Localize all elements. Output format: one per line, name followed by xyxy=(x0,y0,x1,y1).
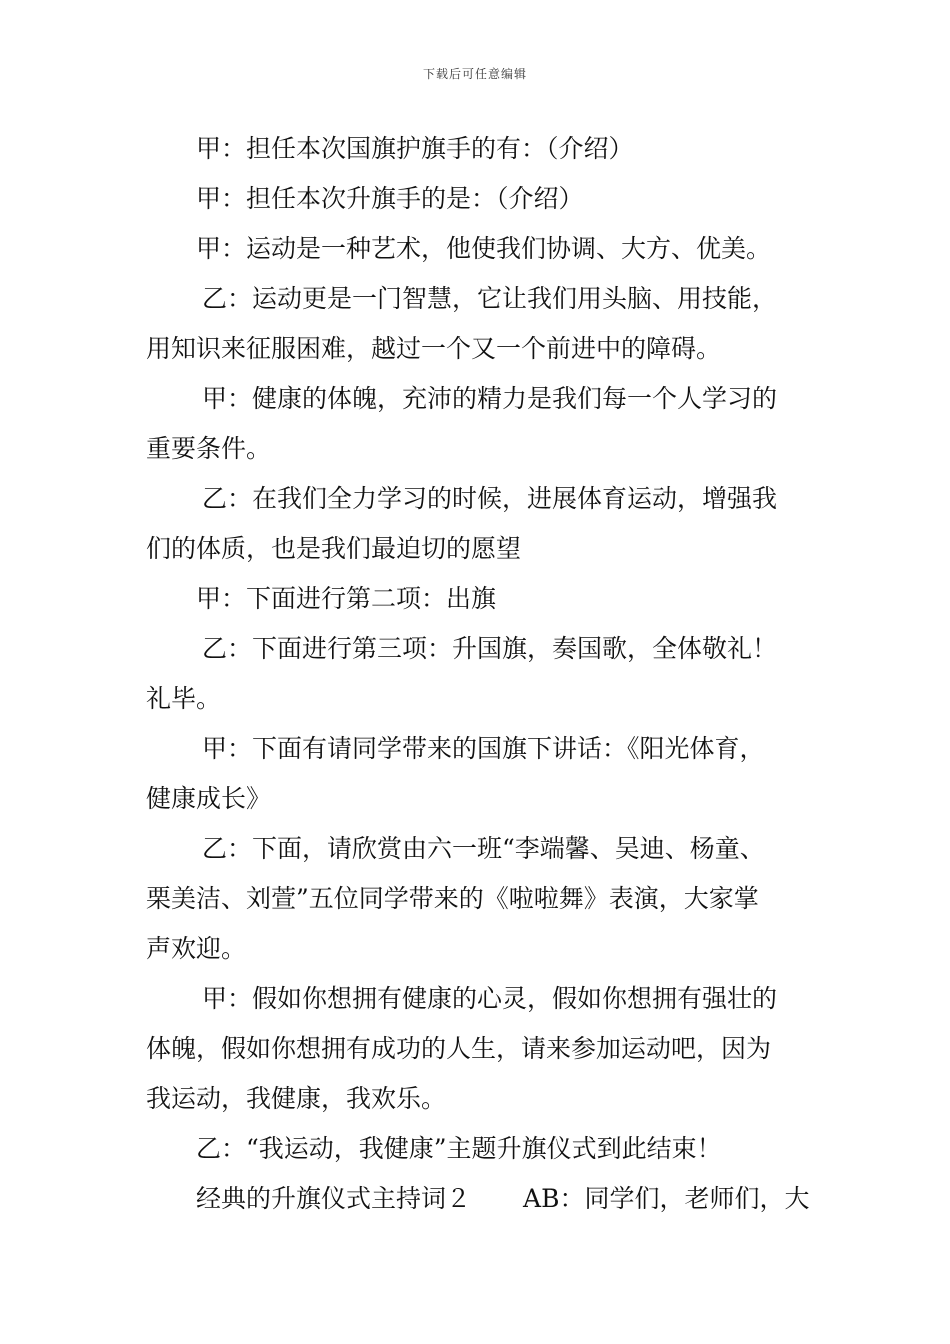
paragraph-line: 礼毕。 xyxy=(146,684,222,713)
paragraph-line: 甲：假如你想拥有健康的心灵，假如你想拥有强壮的 xyxy=(202,984,778,1013)
paragraph-line: 们的体质，也是我们最迫切的愿望 xyxy=(146,534,522,563)
paragraph-line: 乙：运动更是一门智慧，它让我们用头脑、用技能， xyxy=(202,284,778,313)
paragraph-line: 甲：担任本次升旗手的是：（介绍） xyxy=(196,184,584,213)
paragraph-line: 乙：在我们全力学习的时候，进展体育运动，增强我 xyxy=(202,484,778,513)
paragraph-line: 甲：下面有请同学带来的国旗下讲话：《阳光体育， xyxy=(202,734,765,763)
paragraph-line: 栗美洁、刘萱”五位同学带来的《啦啦舞》表演，大家掌 xyxy=(146,884,759,913)
dialogue-text: AB：同学们，老师们，大 xyxy=(523,1184,810,1213)
paragraph-line: 用知识来征服困难，越过一个又一个前进中的障碍。 xyxy=(146,334,722,363)
paragraph-line: 声欢迎。 xyxy=(146,934,247,963)
paragraph-line: 乙：下面进行第三项：升国旗，奏国歌，全体敬礼！ xyxy=(202,634,778,663)
paragraph-line: 健康成长》 xyxy=(146,784,272,813)
paragraph-line: 重要条件。 xyxy=(146,434,272,463)
paragraph-line: 甲：担任本次国旗护旗手的有：（介绍） xyxy=(196,134,634,163)
paragraph-line: 甲：运动是一种艺术，他使我们协调、大方、优美。 xyxy=(196,234,772,263)
paragraph-line: 我运动，我健康，我欢乐。 xyxy=(146,1084,447,1113)
paragraph-line: 甲：健康的体魄，充沛的精力是我们每一个人学习的 xyxy=(202,384,778,413)
paragraph-line: 体魄，假如你想拥有成功的人生，请来参加运动吧，因为 xyxy=(146,1034,772,1063)
section-heading-text: 经典的升旗仪式主持词２ xyxy=(196,1184,472,1213)
document-body xyxy=(146,124,811,1224)
paragraph-line: 乙：下面，请欣赏由六一班“李端馨、吴迪、杨童、 xyxy=(202,834,765,863)
paragraph-line-last xyxy=(146,1174,811,1224)
paragraph-line: 甲：下面进行第二项：出旗 xyxy=(196,584,497,613)
paragraph-line: 乙：“我运动，我健康”主题升旗仪式到此结束！ xyxy=(196,1134,722,1163)
page-header-watermark: 下载后可任意编辑 xyxy=(422,67,527,81)
